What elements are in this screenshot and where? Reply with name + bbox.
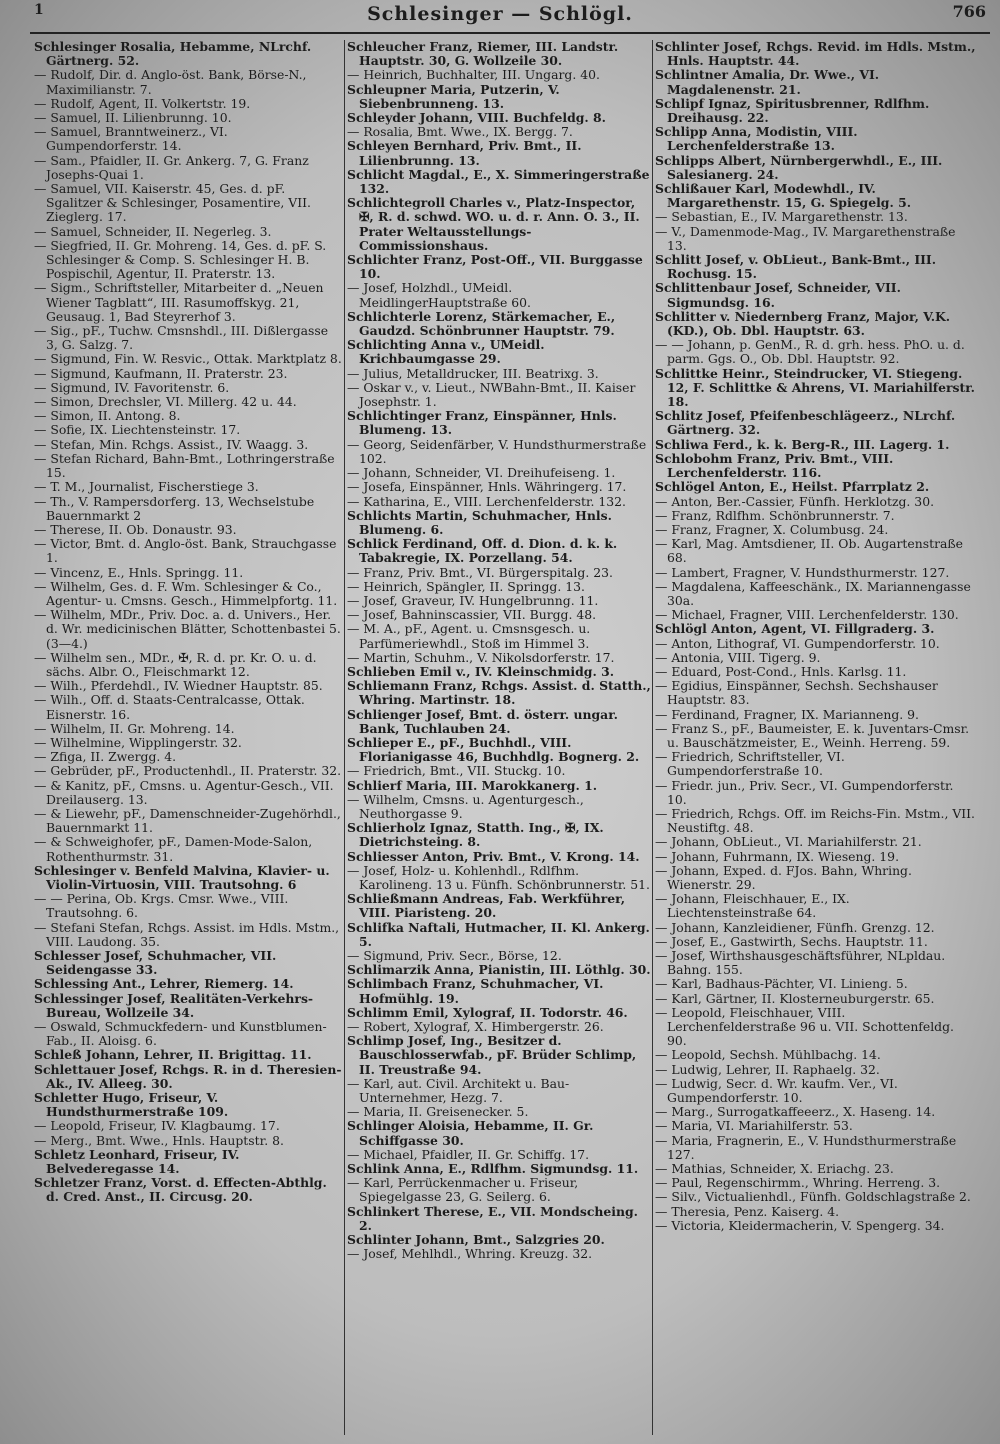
directory-entry: Schlesser Josef, Schuhmacher, VII. Seidengasse 33. [34,948,277,978]
directory-entry: — Franz S., pF., Baumeister, E. k. Juventars-Cmsr. u. Bauschätzmeister, E., Weinh. Herreng. 59. [655,720,970,750]
directory-entry: — Martin, Schuhm., V. Nikolsdorferstr. 17. [347,649,615,665]
column-1 [34,40,342,1435]
directory-entry: — Marg., Surrogatkaffeeerz., X. Haseng. 14. [655,1104,936,1120]
directory-entry: — Paul, Regenschirmm., Whring. Herreng. 3. [655,1175,941,1191]
directory-entry: — Samuel, II. Lilienbrunng. 10. [34,110,232,126]
directory-entry: — Josef, Mehlhdl., Whring. Kreuzg. 32. [347,1246,593,1262]
directory-entry: — Wilhelm, MDr., Priv. Doc. a. d. Univers., Her. d. Wr. medicinischen Blätter, Schottenbastei 5. (3—4.) [34,607,341,651]
directory-entry: Schleß Johann, Lehrer, II. Brigittag. 11. [34,1047,312,1063]
directory-entry: — Johann, Fuhrmann, IX. Wieseng. 19. [655,848,900,864]
directory-entry: — Franz, Rdlfhm. Schönbrunnerstr. 7. [655,507,895,523]
directory-entry: — Sigmund, IV. Favoritenstr. 6. [34,379,230,395]
directory-entry: — Anton, Ber.-Cassier, Fünfh. Herklotzg. 30. [655,493,935,509]
directory-entry: Schlintner Amalia, Dr. Wwe., VI. Magdalenenstr. 21. [655,67,880,97]
directory-entry: Schließmann Andreas, Fab. Werkführer, VIII. Piaristeng. 20. [347,891,626,921]
directory-entry: — Friedrich, Rchgs. Off. im Reichs-Fin. Mstm., VII. Neustiftg. 48. [655,805,975,836]
directory-entry: Schlobohm Franz, Priv. Bmt., VIII. Lerchenfelderstr. 116. [655,450,894,481]
directory-entry: — Josef, Holz- u. Kohlenhdl., Rdlfhm. Karolineng. 13 u. Fünfh. Schönbrunnerstr. 51. [347,862,650,892]
page-number: 766 [952,2,986,21]
directory-entry: — Mathias, Schneider, X. Eriachg. 23. [655,1161,894,1177]
directory-entry: Schleucher Franz, Riemer, III. Landstr. Hauptstr. 30, G. Wollzeile 30. [347,40,619,69]
directory-entry: Schlipps Albert, Nürnbergerwhdl., E., III. Salesianerg. 24. [655,152,943,182]
directory-entry: — Heinrich, Buchhalter, III. Ungarg. 40. [347,67,600,83]
directory-entry: Schlicht Magdal., E., X. Simmeringerstraße 132. [347,166,650,197]
directory-entry: — Sigmund, Priv. Secr., Börse, 12. [347,948,562,963]
directory-entry: Schletz Leonhard, Friseur, IV. Belvederegasse 14. [34,1146,240,1177]
directory-entry: Schlessinger Josef, Realitäten-Verkehrs-Bureau, Wollzeile 34. [34,990,314,1020]
directory-entry: — Maria, VI. Mariahilferstr. 53. [655,1118,853,1134]
directory-entry: Schlimarzik Anna, Pianistin, III. Löthlg. 30. [347,962,651,978]
column-3 [655,40,977,1435]
directory-entry: — Anton, Lithograf, VI. Gumpendorferstr. 10. [655,635,940,651]
directory-entry: — & Liewehr, pF., Damenschneider-Zugehörhdl., Bauernmarkt 11. [34,805,341,836]
column-2 [347,40,651,1435]
directory-entry: — Friedr. jun., Priv. Secr., VI. Gumpendorferstr. 10. [655,777,954,807]
directory-entry: Schlimm Emil, Xylograf, II. Todorstr. 46. [347,1004,628,1020]
directory-entry: — & Kanitz, pF., Cmsns. u. Agentur-Gesch., VII. Dreilauserg. 13. [34,777,334,807]
directory-entry: — V., Damenmode-Mag., IV. Margarethenstraße 13. [655,223,956,253]
directory-entry: — Karl, Gärtner, II. Klosterneuburgerstr. 65. [655,990,935,1006]
directory-entry: — Johann, Fleischhauer, E., IX. Liechtensteinstraße 64. [655,891,850,921]
directory-entry: — Vincenz, E., Hnls. Springg. 11. [34,564,244,580]
directory-entry: — Leopold, Fleischhauer, VIII. Lerchenfelderstraße 96 u. VII. Schottenfeldg. 90. [655,1004,954,1049]
directory-entry: Schlichtegroll Charles v., Platz-Inspector, ✠, R. d. schwd. WO. u. d. r. Ann. O. 3., II. Prater Weltausstellungs-Commissionshaus. [347,195,640,253]
directory-entry: — Heinrich, Spängler, II. Springg. 13. [347,578,585,594]
directory-entry: — Victoria, Kleidermacherin, V. Spengerg. 34. [655,1217,945,1233]
directory-entry: Schlißauer Karl, Modewhdl., IV. Margarethenstr. 15, G. Spiegelg. 5. [655,181,912,211]
directory-entry: — Karl, Mag. Amtsdiener, II. Ob. Augartenstraße 68. [655,536,963,566]
column-divider [652,40,653,1435]
directory-entry: — Leopold, Friseur, IV. Klagbaumg. 17. [34,1118,280,1134]
directory-entry: — Sam., Pfaidler, II. Gr. Ankerg. 7, G. Franz Josephs-Quai 1. [34,152,309,182]
directory-entry: — Theresia, Penz. Kaiserg. 4. [655,1203,840,1219]
directory-entry: Schlichting Anna v., UMeidl. Krichbaumgasse 29. [347,337,545,367]
directory-entry: — Johann, ObLieut., VI. Mariahilferstr. 21. [655,834,922,850]
directory-entry: Schletzer Franz, Vorst. d. Effecten-Abthlg. d. Cred. Anst., II. Circusg. 20. [34,1175,327,1205]
directory-entry: Schlittenbaur Josef, Schneider, VII. Sigmundsg. 16. [655,280,901,310]
directory-entry: Schlitt Josef, v. ObLieut., Bank-Bmt., III. Rochusg. 15. [655,252,937,282]
directory-entry: Schleyder Johann, VIII. Buchfeldg. 8. [347,110,606,126]
directory-entry: — Wilhelm, II. Gr. Mohreng. 14. [34,720,235,736]
directory-entry: Schlesinger v. Benfeld Malvina, Klavier- u. Violin-Virtuosin, VIII. Trautsohng. 6 [34,862,330,892]
directory-entry: — Silv., Victualienhdl., Fünfh. Goldschlagstraße 2. [655,1189,971,1205]
directory-entry: — Samuel, Schneider, II. Negerleg. 3. [34,223,272,239]
directory-entry: — Stefani Stefan, Rchgs. Assist. im Hdls. Mstm., VIII. Laudong. 35. [34,919,340,949]
directory-entry: Schlierholz Ignaz, Statth. Ing., ✠, IX. Dietrichsteing. 8. [347,820,604,850]
directory-entry: — Stefan, Min. Rchgs. Assist., IV. Waagg. 3. [34,436,309,452]
directory-entry: — Johann, Kanzleidiener, Fünfh. Grenzg. 12. [655,919,935,935]
directory-entry: — Wilhelm, Ges. d. F. Wm. Schlesinger & Co., Agentur- u. Cmsns. Gesch., Himmelpfortg. 11. [34,578,338,608]
directory-entry: — Karl, aut. Civil. Architekt u. Bau-Unternehmer, Hezg. 7. [347,1075,570,1106]
page-header [0,0,1000,30]
directory-entry: — Samuel, VII. Kaiserstr. 45, Ges. d. pF. Sgalitzer & Schlesinger, Posamentire, VII. Zieglerg. 17. [34,181,311,225]
directory-entry: — Josef, Holzhdl., UMeidl. MeidlingerHauptstraße 60. [347,280,531,310]
directory-entry: — Ludwig, Lehrer, II. Raphaelg. 32. [655,1061,880,1077]
directory-entry: Schliemann Franz, Rchgs. Assist. d. Statth., Whring. Martinstr. 18. [347,678,651,708]
directory-entry: — Magdalena, Kaffeeschänk., IX. Mariannengasse 30a. [655,578,971,608]
directory-entry: Schlinter Johann, Bmt., Salzgries 20. [347,1232,605,1248]
directory-entry: — Victor, Bmt. d. Anglo-öst. Bank, Strauchgasse 1. [34,536,337,566]
directory-entry: — — Perina, Ob. Krgs. Cmsr. Wwe., VIII. Trautsohng. 6. [34,891,289,921]
directory-entry: — Wilhelm, Cmsns. u. Agenturgesch., Neuthorgasse 9. [347,791,584,821]
directory-entry: — Rudolf, Agent, II. Volkertstr. 19. [34,95,251,111]
directory-entry: Schlittke Heinr., Steindrucker, VI. Stiegeng. 12, F. Schlittke & Ahrens, VI. Mariahilferstr. 18. [655,365,975,410]
directory-entry: — Lambert, Fragner, V. Hundsthurmerstr. 127. [655,564,950,580]
directory-entry: — Julius, Metalldrucker, III. Beatrixg. 3. [347,365,599,381]
directory-entry: Schlitter v. Niedernberg Franz, Major, V.K. (KD.), Ob. Dbl. Hauptstr. 63. [655,308,951,339]
directory-entry: — Karl, Badhaus-Pächter, VI. Linieng. 5. [655,976,908,992]
directory-entry: — Friedrich, Bmt., VII. Stuckg. 10. [347,763,566,779]
directory-entry: — Karl, Perrückenmacher u. Friseur, Spiegelgasse 23, G. Seilerg. 6. [347,1175,579,1205]
directory-entry: — Samuel, Branntweinerz., VI. Gumpendorferstr. 14. [34,124,228,154]
directory-entry: Schlichter Franz, Post-Off., VII. Burggasse 10. [347,252,643,282]
directory-entry: Schlipp Anna, Modistin, VIII. Lerchenfelderstraße 13. [655,124,858,154]
directory-entry: Schlettauer Josef, Rchgs. R. in d. Theresien-Ak., IV. Alleeg. 30. [34,1061,342,1091]
header-rule [30,32,990,34]
directory-entry: — Sig., pF., Tuchw. Cmsnshdl., III. Dißlergasse 3, G. Salzg. 7. [34,323,329,353]
directory-entry: — Johann, Exped. d. FJos. Bahn, Whring. Wienerstr. 29. [655,862,912,892]
directory-entry: — Wilh., Pferdehdl., IV. Wiedner Hauptstr. 85. [34,678,323,694]
directory-entry: — Sofie, IX. Liechtensteinstr. 17. [34,422,241,438]
directory-entry: Schlögel Anton, E., Heilst. Pfarrplatz 2. [655,479,930,495]
directory-entry: — Rosalia, Bmt. Wwe., IX. Bergg. 7. [347,124,573,140]
directory-entry: — Wilhelmine, Wipplingerstr. 32. [34,734,242,750]
directory-entry: — Antonia, VIII. Tigerg. 9. [655,649,821,665]
directory-entry: — Sigmund, Kaufmann, II. Praterstr. 23. [34,365,288,381]
directory-entry: — Gebrüder, pF., Productenhdl., II. Praterstr. 32. [34,763,342,779]
directory-entry: — Josef, Bahninscassier, VII. Burgg. 48. [347,607,597,623]
directory-entry: Schlifka Naftali, Hutmacher, II. Kl. Ankerg. 5. [347,919,650,949]
directory-entry: — Egidius, Einspänner, Sechsh. Sechshauser Hauptstr. 83. [655,678,938,708]
page-title: Schlesinger — Schlögl. [367,3,633,25]
directory-entry: — Zfiga, II. Zwergg. 4. [34,749,177,765]
directory-entry: — Johann, Schneider, VI. Dreihufeiseng. 1. [347,465,616,481]
directory-entry: — Leopold, Sechsh. Mühlbachg. 14. [655,1047,881,1063]
directory-entry: Schlinger Aloisia, Hebamme, II. Gr. Schiffgasse 30. [347,1118,594,1148]
directory-entry: — & Schweighofer, pF., Damen-Mode-Salon, Rothenthurmstr. 31. [34,834,313,864]
directory-entry: Schlichts Martin, Schuhmacher, Hnls. Blumeng. 6. [347,507,612,537]
directory-entry: — Maria, Fragnerin, E., V. Hundsthurmerstraße 127. [655,1132,957,1162]
directory-entry: — Georg, Seidenfärber, V. Hundsthurmerstraße 102. [347,436,647,466]
directory-entry: — Wilhelm sen., MDr., ✠, R. d. pr. Kr. O. u. d. sächs. Albr. O., Fleischmarkt 12. [34,649,317,679]
directory-entry: — Ferdinand, Fragner, IX. Marianneng. 9. [655,706,919,722]
column-divider [344,40,345,1435]
directory-entry: — Franz, Fragner, X. Columbusg. 24. [655,521,889,537]
directory-entry: — Eduard, Post-Cond., Hnls. Karlsg. 11. [655,663,907,679]
directory-entry: Schlichterle Lorenz, Stärkemacher, E., Gaudzd. Schönbrunner Hauptstr. 79. [347,308,616,339]
directory-entry: Schlink Anna, E., Rdlfhm. Sigmundsg. 11. [347,1161,639,1177]
directory-entry: Schlinkert Therese, E., VII. Mondscheing. 2. [347,1203,638,1233]
directory-entry: — Th., V. Rampersdorferg. 13, Wechselstube Bauernmarkt 2 [34,493,315,523]
directory-entry: — Oskar v., v. Lieut., NWBahn-Bmt., II. Kaiser Josephstr. 1. [347,379,636,410]
directory-entry: Schlimp Josef, Ing., Besitzer d. Bauschlosserwfab., pF. Brüder Schlimp, II. Treustraße 94. [347,1033,637,1077]
directory-entry: Schlipf Ignaz, Spiritusbrenner, Rdlfhm. Dreihausg. 22. [655,95,930,126]
directory-entry: Schlieper E., pF., Buchhdl., VIII. Florianigasse 46, Buchhdlg. Bognerg. 2. [347,734,640,765]
directory-entry: — Sebastian, E., IV. Margarethenstr. 13. [655,209,908,225]
directory-entry: — Merg., Bmt. Wwe., Hnls. Hauptstr. 8. [34,1132,284,1148]
directory-entry: — Sigm., Schriftsteller, Mitarbeiter d. „Neuen Wiener Tagblatt“, III. Rasumoffskyg. 21, Geusaug. 1, Bad Steyrerhof 3. [34,280,324,324]
directory-entry: Schlichtinger Franz, Einspänner, Hnls. Blumeng. 13. [347,408,617,438]
directory-entry: — Therese, II. Ob. Donaustr. 93. [34,521,237,537]
directory-entry: — Maria, II. Greisenecker. 5. [347,1104,529,1120]
header-left-mark: 1 [34,2,44,18]
directory-entry: — Sigmund, Fin. W. Resvic., Ottak. Marktplatz 8. [34,351,342,367]
directory-entry: — Stefan Richard, Bahn-Bmt., Lothringerstraße 15. [34,450,335,481]
directory-entry: Schlitz Josef, Pfeifenbeschlägeerz., NLrchf. Gärtnerg. 32. [655,408,956,438]
directory-entry: — T. M., Journalist, Fischerstiege 3. [34,479,259,495]
directory-entry: — Oswald, Schmuckfedern- und Kunstblumen-Fab., II. Aloisg. 6. [34,1019,327,1049]
directory-entry: — Josef, Graveur, IV. Hungelbrunng. 11. [347,592,599,608]
directory-entry: Schleyen Bernhard, Priv. Bmt., II. Lilienbrunng. 13. [347,138,582,168]
directory-entry: Schlessing Ant., Lehrer, Riemerg. 14. [34,976,294,992]
directory-entry: — Josefa, Einspänner, Hnls. Währingerg. 17. [347,479,627,495]
directory-entry: — Wilh., Off. d. Staats-Centralcasse, Ottak. Eisnerstr. 16. [34,692,305,722]
directory-entry: Schlinter Josef, Rchgs. Revid. im Hdls. Mstm., Hnls. Hauptstr. 44. [655,40,976,69]
directory-entry: — Michael, Fragner, VIII. Lerchenfelderstr. 130. [655,607,959,623]
directory-entry: — Katharina, E., VIII. Lerchenfelderstr. 132. [347,493,626,509]
directory-entry: — Siegfried, II. Gr. Mohreng. 14, Ges. d. pF. S. Schlesinger & Comp. S. Schlesinger H. B. Pospischil, Agentur, II. Praterstr. 13. [34,237,327,282]
directory-entry: Schlienger Josef, Bmt. d. österr. ungar. Bank, Tuchlauben 24. [347,706,618,736]
directory-entry: Schlierf Maria, III. Marokkanerg. 1. [347,777,598,793]
directory-entry: — Josef, Wirthshausgeschäftsführer, NLpldau. Bahng. 155. [655,948,946,978]
directory-entry: Schlick Ferdinand, Off. d. Dion. d. k. k. Tabakregie, IX. Porzellang. 54. [347,536,618,566]
directory-entry: — Franz, Priv. Bmt., VI. Bürgerspitalg. 23. [347,564,613,580]
directory-entry: — Friedrich, Schriftsteller, VI. Gumpendorferstraße 10. [655,749,845,779]
directory-entry: Schlögl Anton, Agent, VI. Fillgraderg. 3. [655,621,935,637]
directory-entry: — Michael, Pfaidler, II. Gr. Schiffg. 17. [347,1146,590,1162]
directory-entry: — M. A., pF., Agent. u. Cmsnsgesch. u. Parfümeriewhdl., Stoß im Himmel 3. [347,621,591,651]
directory-entry: — Robert, Xylograf, X. Himbergerstr. 26. [347,1019,604,1035]
directory-entry: Schliesser Anton, Priv. Bmt., V. Krong. 14. [347,848,640,864]
directory-entry: Schlesinger Rosalia, Hebamme, NLrchf. Gärtnerg. 52. [34,40,312,69]
directory-entry: — Rudolf, Dir. d. Anglo-öst. Bank, Börse-N., Maximilianstr. 7. [34,67,307,97]
directory-entry: Schlimbach Franz, Schuhmacher, VI. Hofmühlg. 19. [347,976,604,1006]
directory-entry: Schleupner Maria, Putzerin, V. Siebenbrunneng. 13. [347,81,560,111]
directory-entry: — Simon, II. Antong. 8. [34,408,181,424]
directory-entry: Schletter Hugo, Friseur, V. Hundsthurmerstraße 109. [34,1090,229,1120]
directory-entry: Schliwa Ferd., k. k. Berg-R., III. Lagerg. 1. [655,436,950,452]
directory-entry: — Ludwig, Secr. d. Wr. kaufm. Ver., VI. Gumpendorferstr. 10. [655,1075,898,1106]
directory-entry: — — Johann, p. GenM., R. d. grh. hess. PhO. u. d. parm. Ggs. O., Ob. Dbl. Hauptstr. 92. [655,337,965,367]
directory-entry: — Josef, E., Gastwirth, Sechs. Hauptstr. 11. [655,933,928,949]
directory-entry: Schlieben Emil v., IV. Kleinschmidg. 3. [347,663,615,679]
directory-entry: — Simon, Drechsler, VI. Millerg. 42 u. 44. [34,394,297,410]
